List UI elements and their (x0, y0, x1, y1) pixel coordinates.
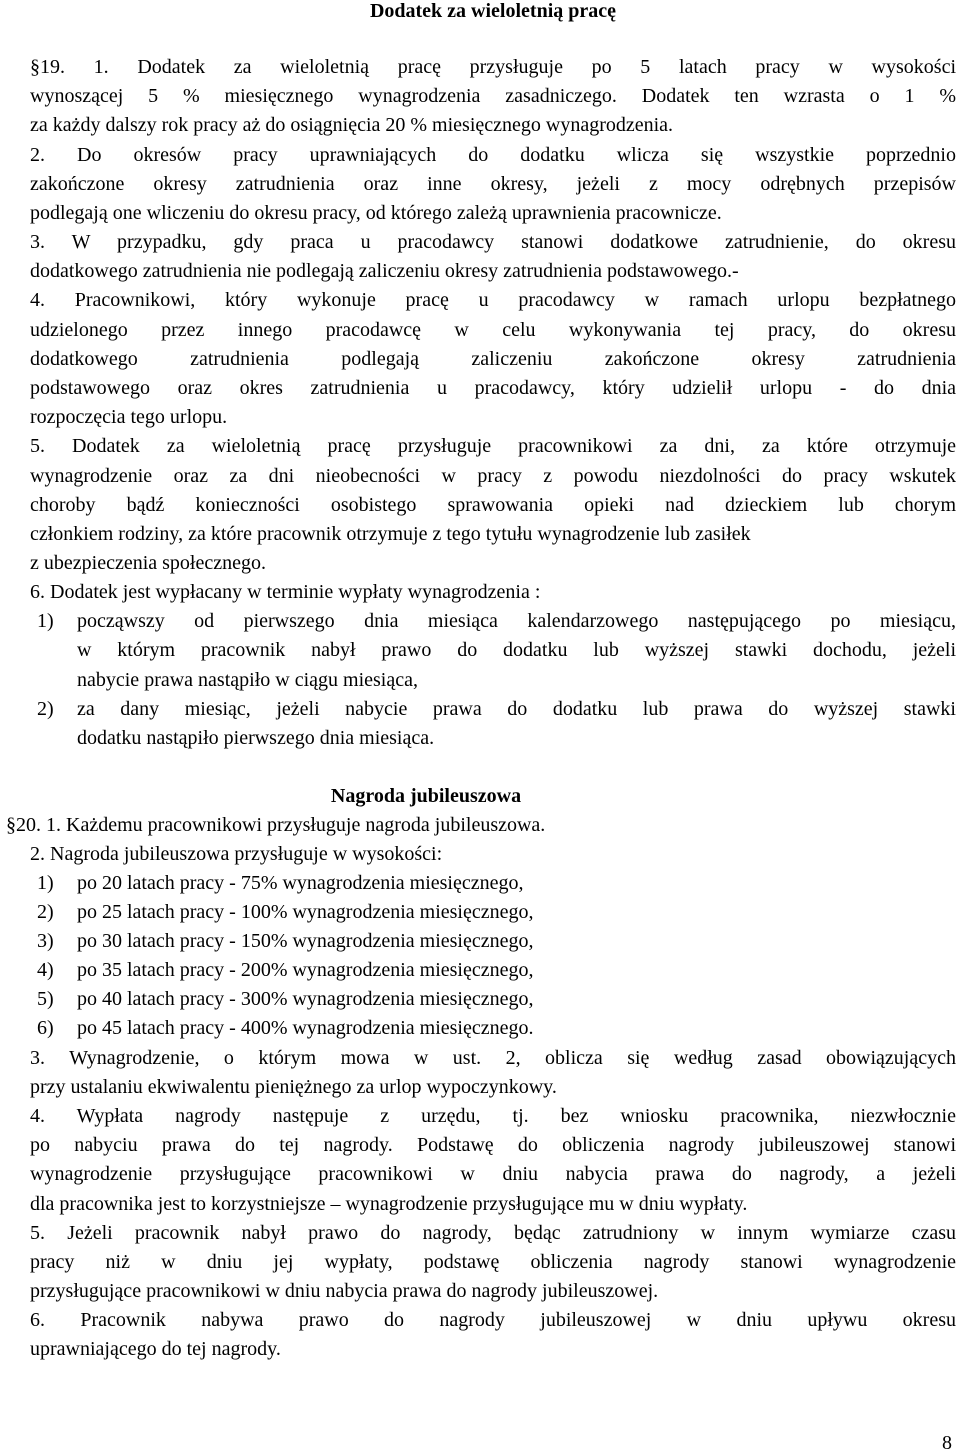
list-item-line: po 30 latach pracy - 150% wynagrodzenia miesięcznego, (77, 930, 534, 952)
paragraph-line: 4. Pracownikowi, który wykonuje pracę u pracodawcy w ramach urlopu bezpłatnego (30, 289, 956, 311)
list-item-line: po 35 latach pracy - 200% wynagrodzenia miesięcznego, (77, 959, 534, 981)
list-item-line: począwszy od pierwszego dnia miesiąca kalendarzowego następującego po miesiącu, (77, 610, 956, 632)
paragraph-line: 2. Do okresów pracy uprawniających do dodatku wlicza się wszystkie poprzednio (30, 144, 956, 166)
paragraph-line: 3. Wynagrodzenie, o którym mowa w ust. 2, oblicza się według zasad obowiązujących (30, 1047, 956, 1069)
list-item-number: 6) (37, 1017, 54, 1039)
paragraph-line: choroby bądź konieczności osobistego sprawowania opieki nad dzieckiem lub chorym (30, 494, 956, 516)
list-item-line: po 40 latach pracy - 300% wynagrodzenia miesięcznego, (77, 988, 534, 1010)
list-item-number: 4) (37, 959, 54, 981)
list-item-line: po 45 latach pracy - 400% wynagrodzenia miesięcznego. (77, 1017, 534, 1039)
paragraph-line: 3. W przypadku, gdy praca u pracodawcy stanowi dodatkowe zatrudnienie, do okresu (30, 231, 956, 253)
list-item-line: po 20 latach pracy - 75% wynagrodzenia miesięcznego, (77, 872, 524, 894)
paragraph-line: 6. Dodatek jest wypłacany w terminie wypłaty wynagrodzenia : (30, 581, 541, 603)
paragraph-line: §20. 1. Każdemu pracownikowi przysługuje nagroda jubileuszowa. (6, 814, 546, 836)
paragraph-line: pracy niż w dniu jej wypłaty, podstawę obliczenia nagrody stanowi wynagrodzenie (30, 1251, 956, 1273)
paragraph-line: przysługujące pracownikowi w dniu nabycia prawa do nagrody jubileuszowej. (30, 1280, 659, 1302)
list-item-line: nabycie prawa nastąpiło w ciągu miesiąca, (77, 669, 418, 691)
paragraph-line: wynagrodzenie przysługujące pracownikowi w dniu nabycia prawa do nagrody, a jeżeli (30, 1163, 956, 1185)
paragraph-line: dodatkowego zatrudnienia podlegają zaliczeniu zakończone okresy zatrudnienia (30, 348, 956, 370)
list-item-number: 5) (37, 988, 54, 1010)
list-item-number: 3) (37, 930, 54, 952)
list-item-number: 1) (37, 610, 54, 632)
list-item-line: za dany miesiąc, jeżeli nabycie prawa do dodatku lub prawa do wyższej stawki (77, 698, 956, 720)
paragraph-line: 4. Wypłata nagrody następuje z urzędu, tj. bez wniosku pracownika, niezwłocznie (30, 1105, 956, 1127)
paragraph-line: rozpoczęcia tego urlopu. (30, 406, 228, 428)
section-title-dodatek: Dodatek za wieloletnią pracę (369, 0, 617, 22)
section-title-nagroda: Nagroda jubileuszowa (330, 785, 522, 807)
paragraph-line: podlegają one wliczeniu do okresu pracy, od którego zależą uprawnienia pracownicze. (30, 202, 722, 224)
page-number: 8 (942, 1432, 952, 1454)
paragraph-line: z ubezpieczenia społecznego. (30, 552, 266, 574)
list-item-number: 1) (37, 872, 54, 894)
paragraph-line: po nabyciu prawa do tej nagrody. Podstawę do obliczenia nagrody jubileuszowej stanowi (30, 1134, 956, 1156)
paragraph-line: dla pracownika jest to korzystniejsze – wynagrodzenie przysługujące mu w dniu wypłaty. (30, 1193, 748, 1215)
paragraph-line: zakończone okresy zatrudnienia oraz inne okresy, jeżeli z mocy odrębnych przepisów (30, 173, 956, 195)
paragraph-line: wynoszącej 5 % miesięcznego wynagrodzenia zasadniczego. Dodatek ten wzrasta o 1 % (30, 85, 956, 107)
list-item-number: 2) (37, 901, 54, 923)
paragraph-line: dodatkowego zatrudnienia nie podlegają zaliczeniu okresy zatrudnienia podstawowego.- (30, 260, 739, 282)
paragraph-line: 6. Pracownik nabywa prawo do nagrody jubileuszowej w dniu upływu okresu (30, 1309, 956, 1331)
paragraph-line: przy ustalaniu ekwiwalentu pieniężnego za urlop wypoczynkowy. (30, 1076, 557, 1098)
paragraph-line: udzielonego przez innego pracodawcę w celu wykonywania tej pracy, do okresu (30, 319, 956, 341)
paragraph-line: 5. Dodatek za wieloletnią pracę przysługuje pracownikowi za dni, za które otrzymuje (30, 435, 956, 457)
list-item-line: w którym pracownik nabył prawo do dodatku lub wyższej stawki dochodu, jeżeli (77, 639, 956, 661)
paragraph-line: członkiem rodziny, za które pracownik otrzymuje z tego tytułu wynagrodzenie lub zasiłek (30, 523, 751, 545)
paragraph-line: 2. Nagroda jubileuszowa przysługuje w wysokości: (30, 843, 443, 865)
list-item-line: po 25 latach pracy - 100% wynagrodzenia miesięcznego, (77, 901, 534, 923)
paragraph-line: 5. Jeżeli pracownik nabył prawo do nagrody, będąc zatrudniony w innym wymiarze czasu (30, 1222, 956, 1244)
paragraph-line: podstawowego oraz okres zatrudnienia u pracodawcy, który udzielił urlopu - do dnia (30, 377, 956, 399)
list-item-line: dodatku nastąpiło pierwszego dnia miesiąca. (77, 727, 435, 749)
list-item-number: 2) (37, 698, 54, 720)
paragraph-line: uprawniającego do tej nagrody. (30, 1338, 281, 1360)
paragraph-line: za każdy dalszy rok pracy aż do osiągnięcia 20 % miesięcznego wynagrodzenia. (30, 114, 674, 136)
paragraph-line: §19. 1. Dodatek za wieloletnią pracę przysługuje po 5 latach pracy w wysokości (30, 56, 956, 78)
paragraph-line: wynagrodzenie oraz za dni nieobecności w pracy z powodu niezdolności do pracy wskutek (30, 465, 956, 487)
